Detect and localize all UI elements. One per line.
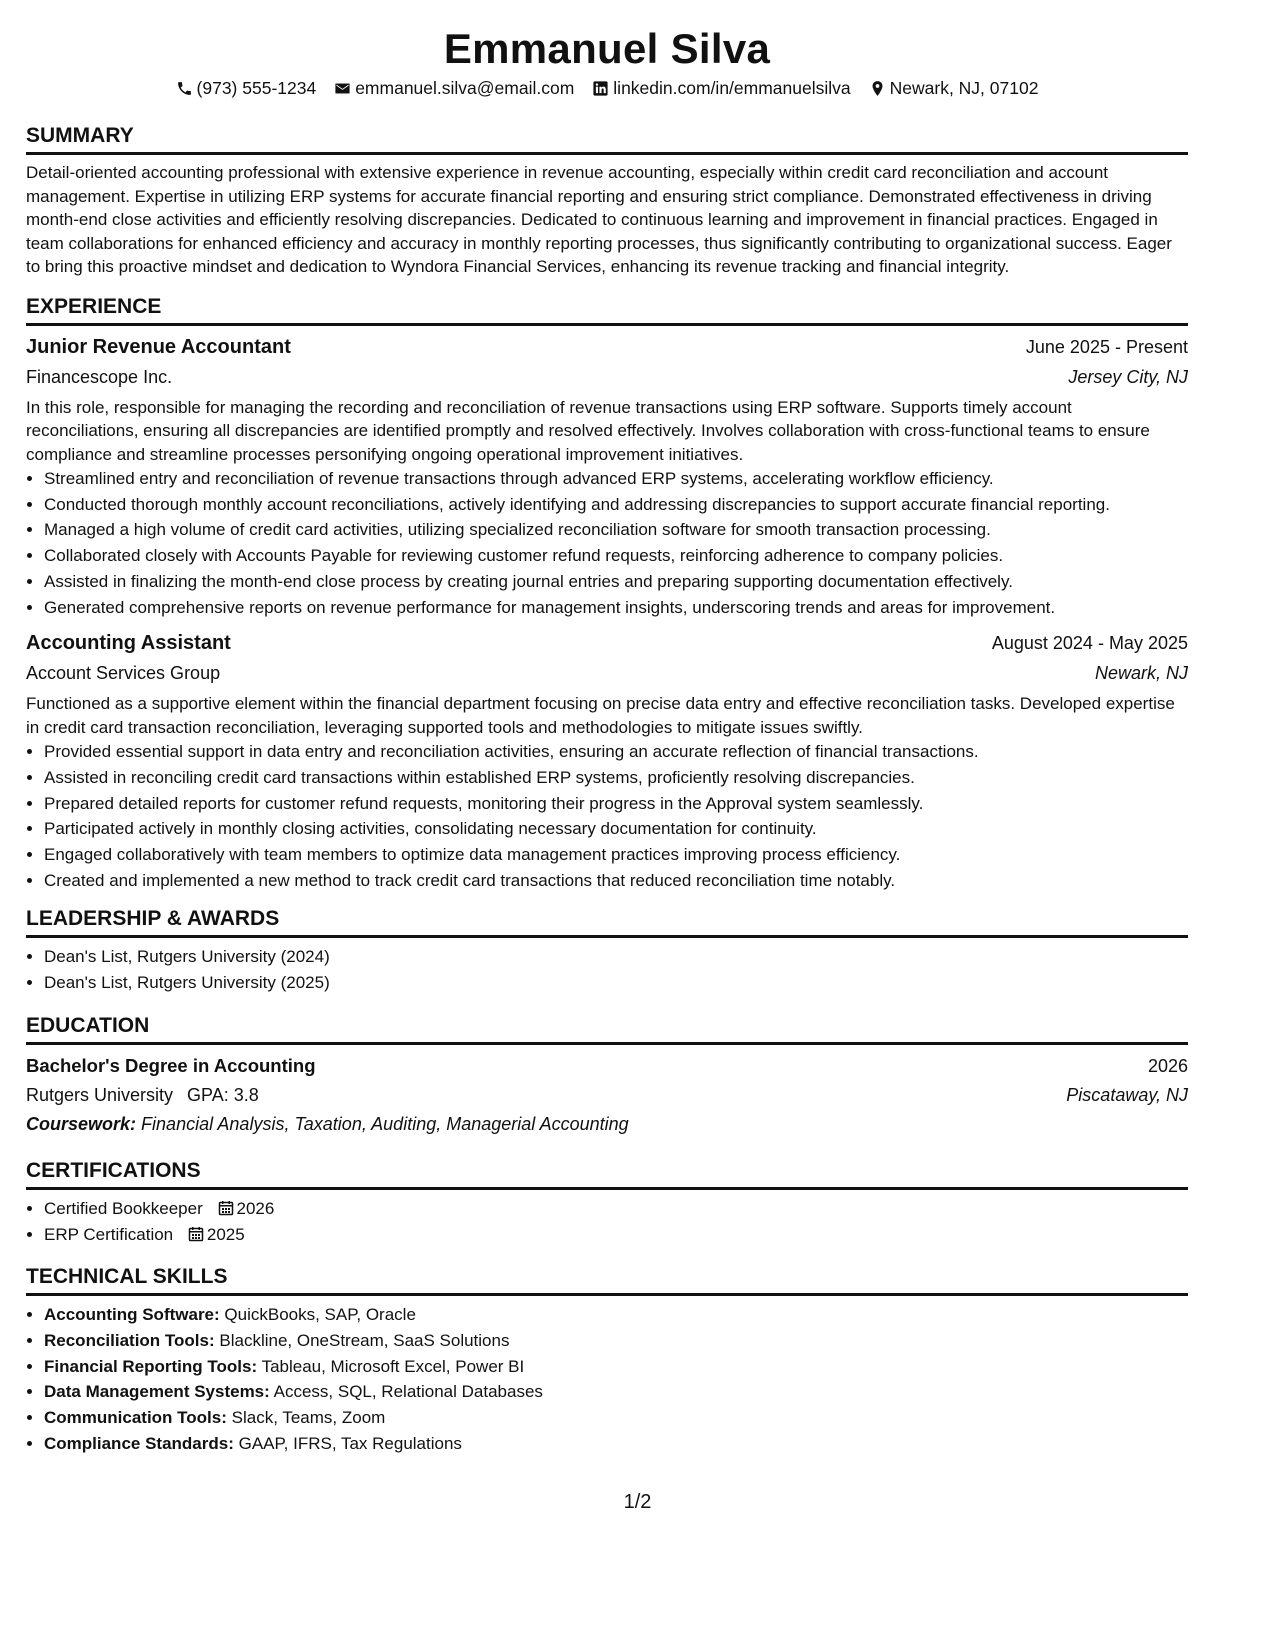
coursework bbox=[26, 1110, 1188, 1139]
location-text: Newark, NJ, 07102 bbox=[889, 78, 1039, 98]
leadership-section bbox=[26, 905, 1188, 995]
certifications-heading: CERTIFICATIONS bbox=[26, 1157, 1188, 1190]
list-item: • Dean's List, Rutgers University (2024) bbox=[44, 944, 1188, 970]
list-item: • Prepared detailed reports for customer refund requests, monitoring their progress in the Approval system seamlessly. bbox=[44, 791, 1188, 817]
skill-value: Tableau, Microsoft Excel, Power BI bbox=[261, 1356, 525, 1376]
contact-email[interactable] bbox=[334, 76, 574, 100]
job-bullets bbox=[26, 739, 1188, 893]
graduation-year: 2026 bbox=[1147, 1055, 1188, 1076]
skill-value: Blackline, OneStream, SaaS Solutions bbox=[219, 1330, 510, 1350]
list-item: • Managed a high volume of credit card activities, utilizing specialized reconciliation software for smooth transaction processing. bbox=[44, 517, 1188, 543]
linkedin-icon bbox=[592, 80, 609, 97]
envelope-icon bbox=[334, 80, 351, 97]
skill-label: Financial Reporting Tools: bbox=[44, 1356, 258, 1376]
skill-label: Reconciliation Tools: bbox=[44, 1330, 215, 1350]
skill-label: Data Management Systems: bbox=[44, 1382, 270, 1402]
summary-heading: SUMMARY bbox=[26, 122, 1188, 155]
job-entry bbox=[26, 628, 1188, 893]
certifications-section bbox=[26, 1157, 1188, 1247]
contact-location bbox=[869, 76, 1039, 100]
list-item: • Participated actively in monthly closing activities, consolidating necessary documentation for continuity. bbox=[44, 816, 1188, 842]
summary-section bbox=[26, 122, 1188, 279]
education-heading: EDUCATION bbox=[26, 1012, 1188, 1045]
list-item bbox=[44, 1302, 1188, 1328]
list-item: • Engaged collaboratively with team members to optimize data management practices improving process efficiency. bbox=[44, 842, 1188, 868]
contact-linkedin[interactable] bbox=[592, 76, 850, 100]
page-number: 1/2 bbox=[623, 1491, 652, 1513]
list-item: • Generated comprehensive reports on revenue performance for management insights, underscoring trends and areas for improvement. bbox=[44, 595, 1188, 621]
list-item: • Assisted in finalizing the month-end close process by creating journal entries and preparing supporting documentation effectively. bbox=[44, 569, 1188, 595]
list-item: • Conducted thorough monthly account reconciliations, actively identifying and addressing discrepancies to support accurate financial reporting. bbox=[44, 492, 1188, 518]
job-location: Newark, NJ bbox=[1094, 663, 1188, 684]
education-section bbox=[26, 1012, 1188, 1139]
job-title: Accounting Assistant bbox=[26, 632, 231, 655]
skill-label: Compliance Standards: bbox=[44, 1433, 234, 1453]
school-name: Rutgers University bbox=[26, 1084, 174, 1105]
school-location: Piscataway, NJ bbox=[1066, 1084, 1188, 1105]
list-item bbox=[44, 1328, 1188, 1354]
leadership-list bbox=[26, 944, 1188, 995]
list-item: • Assisted in reconciling credit card transactions within established ERP systems, proficiently resolving discrepancies. bbox=[44, 765, 1188, 791]
job-description: In this role, responsible for managing the recording and reconciliation of revenue transactions using ERP software. Supports timely account reconciliations, ensuring all discrepancies are identified promptly and resolved effectively. Involves collaboration with cross-functional teams to ensure compliance and streamline processes personifying ongoing operational improvement initiatives. bbox=[26, 397, 1150, 464]
email-text: emmanuel.silva@email.com bbox=[355, 78, 575, 98]
skill-label: Accounting Software: bbox=[44, 1305, 220, 1325]
cert-year: 2025 bbox=[206, 1224, 245, 1244]
candidate-name: Emmanuel Silva bbox=[443, 25, 771, 72]
skill-value: GAAP, IFRS, Tax Regulations bbox=[238, 1433, 462, 1453]
cert-name: ERP Certification bbox=[44, 1224, 174, 1244]
degree: Bachelor's Degree in Accounting bbox=[26, 1054, 316, 1076]
list-item bbox=[44, 1354, 1188, 1380]
job-bullets bbox=[26, 466, 1188, 620]
skills-heading: TECHNICAL SKILLS bbox=[26, 1263, 1188, 1296]
job-dates: August 2024 - May 2025 bbox=[991, 633, 1188, 654]
job-location: Jersey City, NJ bbox=[1068, 366, 1188, 387]
skill-value: Access, SQL, Relational Databases bbox=[273, 1382, 543, 1402]
cert-name: Certified Bookkeeper bbox=[44, 1198, 203, 1218]
calendar-icon bbox=[218, 1200, 234, 1216]
skills-list bbox=[26, 1302, 1188, 1456]
job-description: Functioned as a supportive element within the financial department focusing on precise data entry and effective reconciliation tasks. Developed expertise in credit card transaction reconciliation, leveraging supported tools and methodologies to mitigate issues swiftly. bbox=[26, 694, 1175, 737]
map-pin-icon bbox=[869, 80, 886, 97]
experience-heading: EXPERIENCE bbox=[26, 293, 1188, 326]
list-item bbox=[44, 1405, 1188, 1431]
skill-value: Slack, Teams, Zoom bbox=[231, 1408, 386, 1428]
leadership-heading: LEADERSHIP & AWARDS bbox=[26, 905, 1188, 938]
skills-section bbox=[26, 1263, 1188, 1456]
contact-bar bbox=[26, 76, 1188, 100]
skill-label: Communication Tools: bbox=[44, 1408, 227, 1428]
list-item bbox=[44, 1431, 1188, 1457]
contact-phone bbox=[176, 76, 317, 100]
list-item: • Provided essential support in data entry and reconciliation activities, ensuring an accurate reflection of financial transactions. bbox=[44, 739, 1188, 765]
list-item bbox=[44, 1379, 1188, 1405]
list-item bbox=[44, 1222, 1188, 1248]
phone-icon bbox=[176, 80, 193, 97]
experience-section bbox=[26, 293, 1188, 894]
summary-text: Detail-oriented accounting professional with extensive experience in revenue accounting, especially within credit card reconciliation and account management. Expertise in utilizing ERP systems for accurate financial reporting and ensuring strict compliance. Demonstrated effectiveness in driving month-end close activities and efficiently resolving discrepancies. Dedicated to continuous learning and improvement in financial practices. Engaged in team collaborations for enhanced efficiency and accuracy in monthly reporting processes, thus significantly contributing to organizational success. Eager to bring this proactive mindset and dedication to Wyndora Financial Services, enhancing its revenue tracking and financial integrity. bbox=[26, 163, 1172, 276]
coursework-label: Coursework: bbox=[26, 1113, 137, 1134]
cert-year: 2026 bbox=[236, 1198, 275, 1218]
phone-text: (973) 555-1234 bbox=[196, 78, 317, 98]
skill-value: QuickBooks, SAP, Oracle bbox=[224, 1305, 416, 1325]
calendar-icon bbox=[188, 1226, 204, 1242]
coursework-list: Financial Analysis, Taxation, Auditing, Managerial Accounting bbox=[141, 1113, 629, 1134]
list-item: • Streamlined entry and reconciliation of revenue transactions through advanced ERP systems, accelerating workflow efficiency. bbox=[44, 466, 1188, 492]
job-company: Account Services Group bbox=[26, 663, 221, 684]
list-item: • Collaborated closely with Accounts Payable for reviewing customer refund requests, reinforcing adherence to company policies. bbox=[44, 543, 1188, 569]
job-entry bbox=[26, 332, 1188, 621]
job-title: Junior Revenue Accountant bbox=[26, 335, 291, 358]
gpa: GPA: 3.8 bbox=[187, 1084, 259, 1105]
list-item: • Dean's List, Rutgers University (2025) bbox=[44, 970, 1188, 996]
list-item bbox=[44, 1196, 1188, 1222]
job-company: Financescope Inc. bbox=[26, 366, 173, 387]
linkedin-text: linkedin.com/in/emmanuelsilva bbox=[613, 78, 851, 98]
job-dates: June 2025 - Present bbox=[1025, 336, 1188, 357]
certifications-list bbox=[26, 1196, 1188, 1247]
list-item: • Created and implemented a new method to track credit card transactions that reduced reconciliation time notably. bbox=[44, 868, 1188, 894]
